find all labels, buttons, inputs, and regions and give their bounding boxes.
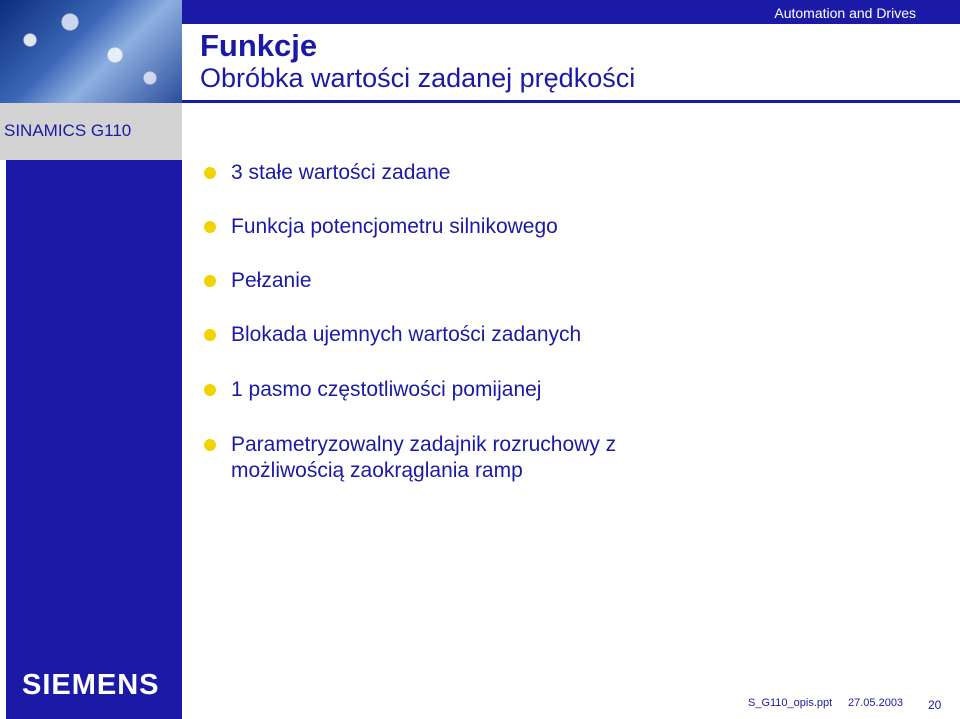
list-item	[204, 160, 751, 186]
bullet-dot-icon	[204, 275, 216, 287]
bullet-text: Parametryzowalny zadajnik rozruchowy z możliwością zaokrąglania ramp	[231, 433, 617, 482]
top-bar	[182, 0, 960, 24]
sidebar-panel	[6, 160, 182, 719]
title-divider	[182, 100, 960, 103]
bullet-text: 3 stałe wartości zadane	[231, 161, 451, 184]
list-item	[204, 377, 751, 403]
bullet-dot-icon	[204, 329, 216, 341]
list-item	[204, 432, 701, 484]
footer-date: 27.05.2003	[848, 697, 904, 709]
list-item	[204, 322, 751, 348]
bullet-dot-icon	[204, 384, 216, 396]
page-number: 20	[928, 698, 942, 712]
slide-subtitle: Obróbka wartości zadanej prędkości	[200, 63, 636, 93]
bullet-text: Blokada ujemnych wartości zadanych	[231, 323, 582, 346]
bullet-dot-icon	[204, 221, 216, 233]
bullet-text: Funkcja potencjometru silnikowego	[231, 215, 558, 238]
bullet-dot-icon	[204, 167, 216, 179]
product-label: SINAMICS G110	[4, 121, 132, 140]
header-photo	[0, 0, 182, 103]
bullet-text: Pełzanie	[231, 269, 312, 292]
list-item	[204, 268, 751, 294]
automation-and-drives-label: Automation and Drives	[774, 5, 916, 21]
bullet-text: 1 pasmo częstotliwości pomijanej	[231, 378, 542, 401]
siemens-logo: SIEMENS	[22, 669, 160, 701]
footer-filename: S_G110_opis.ppt	[748, 697, 833, 709]
list-item	[204, 214, 751, 240]
bullet-dot-icon	[204, 439, 216, 451]
slide-title: Funkcje	[200, 28, 318, 63]
